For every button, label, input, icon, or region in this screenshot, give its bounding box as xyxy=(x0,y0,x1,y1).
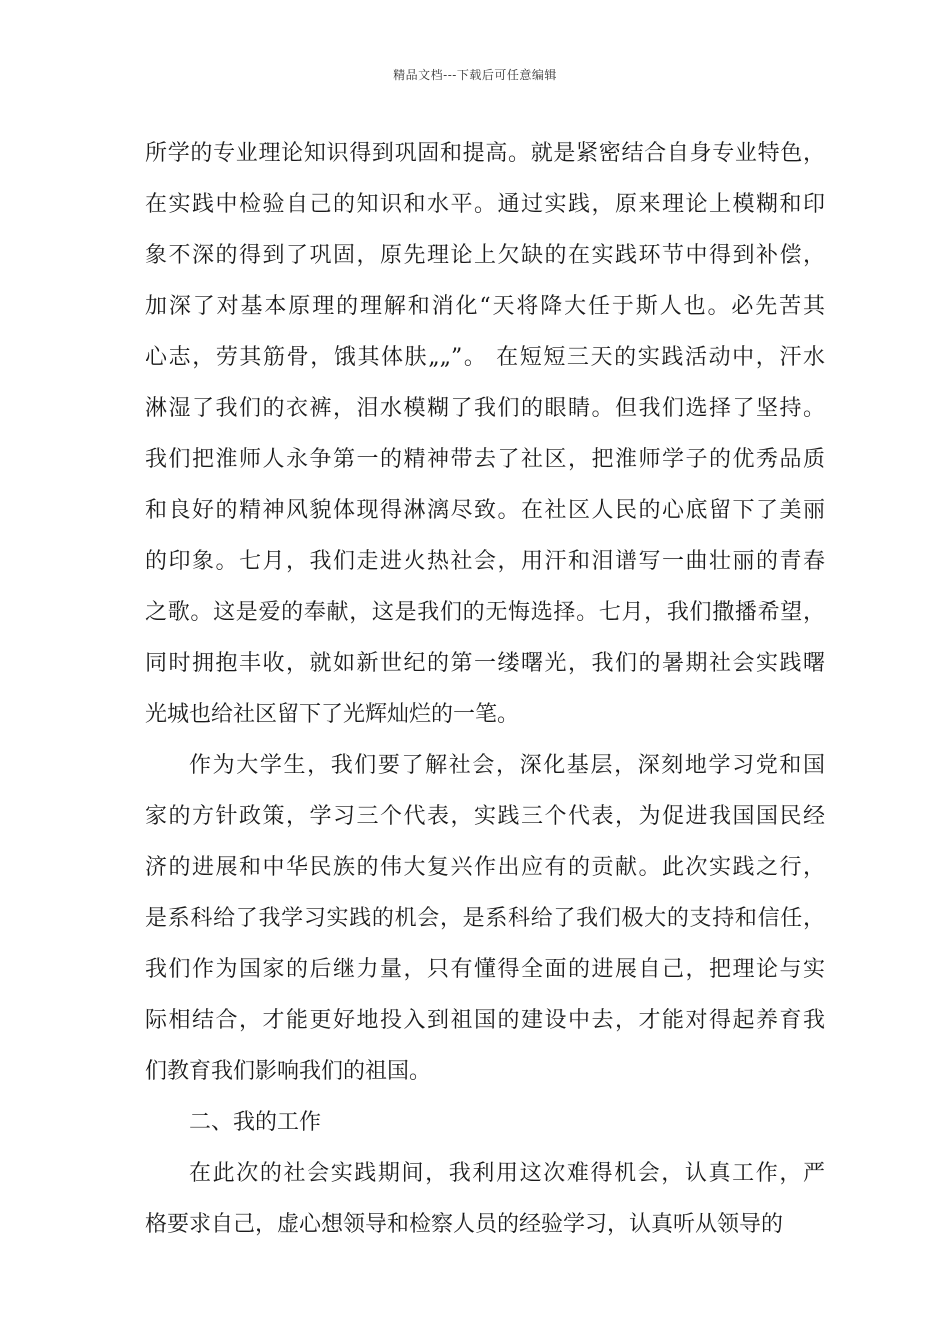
text-line: 象不深的得到了巩固，原先理论上欠缺的在实践环节中得到补偿， xyxy=(145,243,825,268)
paragraph xyxy=(145,740,825,1097)
text-line: 济的进展和中华民族的伟大复兴作出应有的贡献。此次实践之行， xyxy=(145,855,825,880)
paragraph xyxy=(145,1148,825,1250)
page-header: 精品文档---下载后可任意编辑 xyxy=(393,68,557,82)
text-line: 光城也给社区留下了光辉灿烂的一笔。 xyxy=(145,702,520,727)
text-line: 我们作为国家的后继力量，只有懂得全面的进展自己，把理论与实 xyxy=(145,957,825,982)
text-line: 和良好的精神风貌体现得淋漓尽致。在社区人民的心底留下了美丽 xyxy=(145,498,825,523)
paragraph xyxy=(145,128,825,740)
text-line: 们教育我们影响我们的祖国。 xyxy=(145,1059,432,1084)
text-line: 在此次的社会实践期间，我利用这次难得机会，认真工作，严 xyxy=(189,1161,825,1186)
text-line: 作为大学生，我们要了解社会，深化基层，深刻地学习党和国 xyxy=(189,753,825,778)
text-line: 际相结合，才能更好地投入到祖国的建设中去，才能对得起养育我 xyxy=(145,1008,825,1033)
text-line: 淋湿了我们的衣裤，泪水模糊了我们的眼睛。但我们选择了坚持。 xyxy=(145,396,825,421)
text-line: 心志，劳其筋骨，饿其体肤„„”。 在短短三天的实践活动中，汗水 xyxy=(145,345,825,370)
text-line: 所学的专业理论知识得到巩固和提高。就是紧密结合自身专业特色， xyxy=(145,141,825,166)
text-line: 二、我的工作 xyxy=(189,1110,322,1135)
text-line: 同时拥抱丰收，就如新世纪的第一缕曙光，我们的暑期社会实践曙 xyxy=(145,651,825,676)
text-line: 的印象。七月，我们走进火热社会，用汗和泪谱写一曲壮丽的青春 xyxy=(145,549,825,574)
text-line: 在实践中检验自己的知识和水平。通过实践，原来理论上模糊和印 xyxy=(145,192,825,217)
paragraph xyxy=(145,1097,825,1148)
document-body xyxy=(145,128,825,1250)
text-line: 加深了对基本原理的理解和消化“天将降大任于斯人也。必先苦其 xyxy=(145,294,825,319)
text-line: 是系科给了我学习实践的机会，是系科给了我们极大的支持和信任， xyxy=(145,906,825,931)
text-line: 家的方针政策，学习三个代表，实践三个代表，为促进我国国民经 xyxy=(145,804,825,829)
text-line: 之歌。这是爱的奉献，这是我们的无悔选择。七月，我们撒播希望， xyxy=(145,600,825,625)
text-line: 我们把淮师人永争第一的精神带去了社区，把淮师学子的优秀品质 xyxy=(145,447,825,472)
text-line: 格要求自己，虚心想领导和检察人员的经验学习，认真听从领导的 xyxy=(145,1212,784,1237)
